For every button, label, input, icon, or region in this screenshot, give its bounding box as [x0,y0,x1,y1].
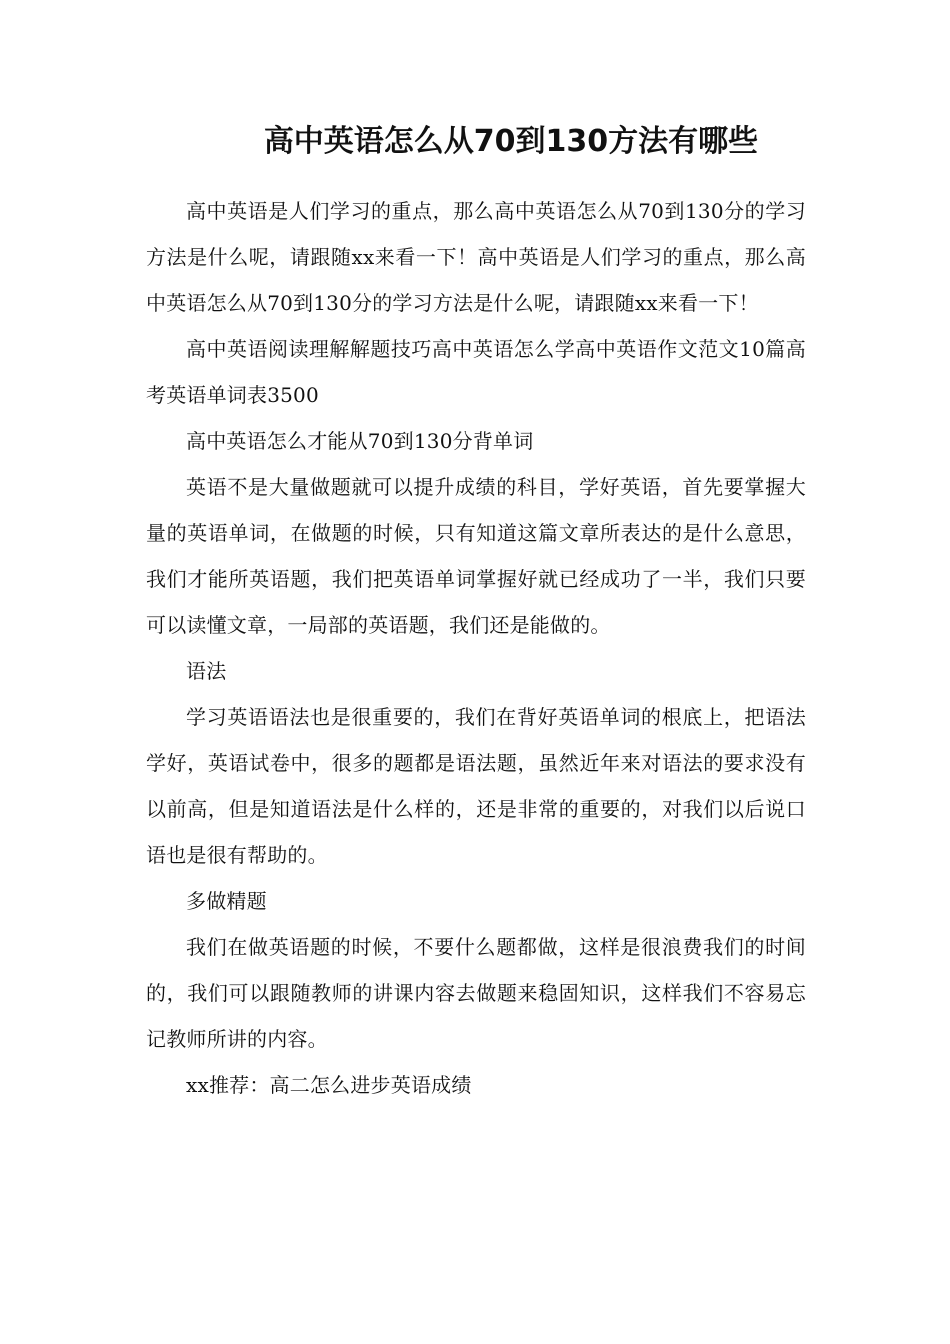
paragraph-grammar: 学习英语语法也是很重要的，我们在背好英语单词的根底上，把语法学好，英语试卷中，很多的题都是语法题，虽然近年来对语法的要求没有以前高，但是知道语法是什么样的，还是非常的重要的，对我们以后说口语也是很有帮助的。 [146,705,806,867]
paragraph-vocabulary: 英语不是大量做题就可以提升成绩的科目，学好英语，首先要掌握大量的英语单词，在做题的时候，只有知道这篇文章所表达的是什么意思，我们才能所英语题，我们把英语单词掌握好就已经成功了一半，我们只要可以读懂文章，一局部的英语题，我们还是能做的。 [146,475,806,637]
paragraph-intro: 高中英语是人们学习的重点，那么高中英语怎么从70到130分的学习方法是什么呢，请跟随xx来看一下！高中英语是人们学习的重点，那么高中英语怎么从70到130分的学习方法是什么呢，请跟随xx来看一下！ [146,199,806,315]
paragraph-heading-vocabulary: 高中英语怎么才能从70到130分背单词 [186,429,534,453]
paragraph-heading-practice: 多做精题 [186,889,267,913]
paragraph-heading-grammar: 语法 [186,659,227,683]
document-body [146,188,806,1108]
paragraph-related-links: 高中英语阅读理解解题技巧高中英语怎么学高中英语作文范文10篇高考英语单词表3500 [146,337,806,407]
paragraph-practice: 我们在做英语题的时候，不要什么题都做，这样是很浪费我们的时间的，我们可以跟随教师的讲课内容去做题来稳固知识，这样我们不容易忘记教师所讲的内容。 [146,935,806,1051]
document-title: 高中英语怎么从70到130方法有哪些 [263,124,759,159]
paragraph-recommendation: xx推荐：高二怎么进步英语成绩 [186,1073,472,1097]
